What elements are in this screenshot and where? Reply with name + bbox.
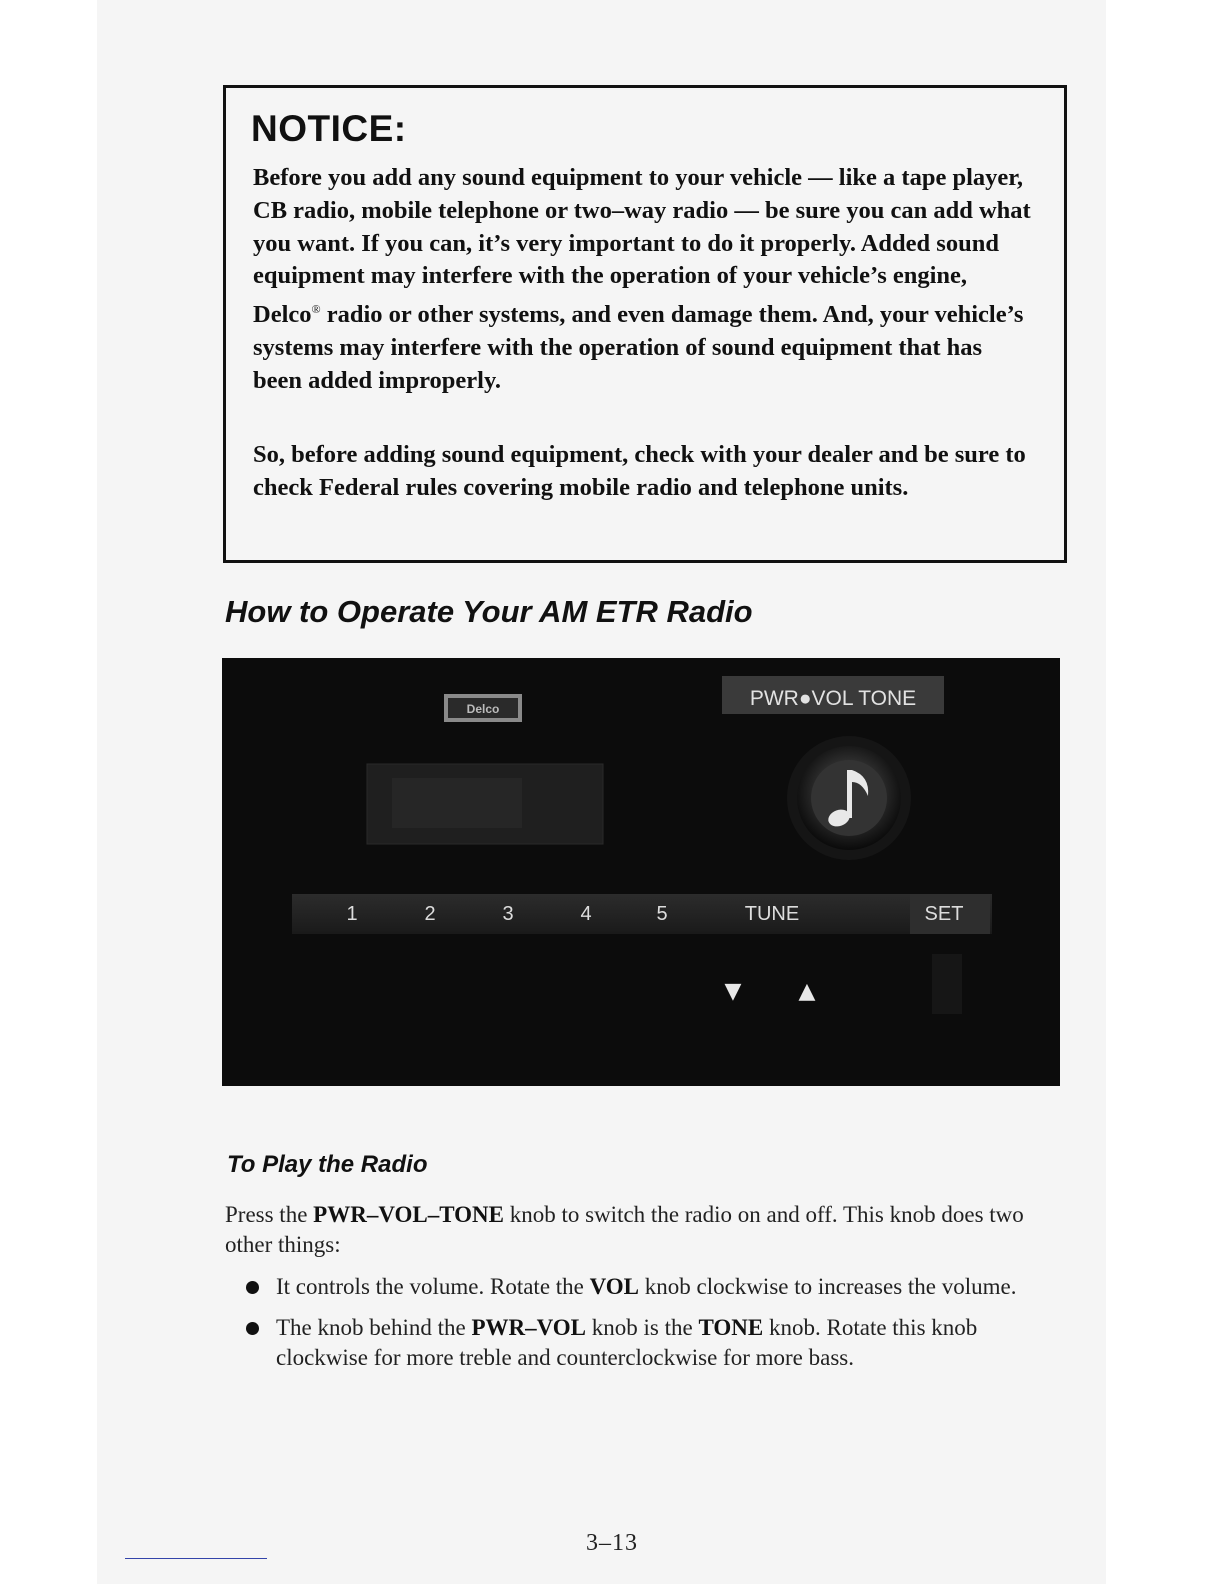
- bullet-text: It controls the volume. Rotate the: [276, 1274, 590, 1299]
- set-label: SET: [924, 903, 964, 925]
- preset-label-5: 5: [656, 903, 668, 925]
- preset-label-1: 1: [346, 903, 358, 925]
- notice-paragraph-2: So, before adding sound equipment, check with your dealer and be sure to check Federal rules covering mobile radio and telephone units.: [253, 441, 1026, 501]
- notice-box: [223, 85, 1067, 563]
- preset-label-4: 4: [580, 903, 592, 925]
- body-text-a: Press the: [225, 1202, 314, 1227]
- body-term: PWR–VOL–TONE: [313, 1202, 504, 1227]
- footer-rule: [125, 1558, 267, 1559]
- bullet-term: TONE: [698, 1315, 764, 1340]
- body-text-b: knob to switch the radio on and off. This knob does two other things:: [225, 1202, 1024, 1257]
- radio-photo: [222, 658, 1060, 1086]
- preset-button-5[interactable]: [656, 903, 667, 925]
- notice-title: NOTICE:: [251, 108, 407, 149]
- bullet-text: knob clockwise to increases the volume.: [639, 1274, 1017, 1299]
- notice-text-b: radio or other systems, and even damage them. And, your vehicle’s systems may interfere with the operation of sound equipment that has been added improperly.: [253, 301, 1024, 394]
- preset-button-1[interactable]: [346, 903, 357, 925]
- bullet-text: knob is the: [586, 1315, 699, 1340]
- button-bar: [292, 894, 992, 934]
- bullet-text: knob. Rotate this knob clockwise for more treble and counterclockwise for more bass.: [276, 1315, 978, 1370]
- bullet-item: [244, 1313, 1074, 1373]
- bullet-dot-icon: [246, 1322, 259, 1335]
- page-number: 3–13: [586, 1530, 638, 1556]
- delco-badge: [444, 694, 522, 722]
- tune-down-button[interactable]: ▼: [724, 979, 742, 1004]
- section-title: How to Operate Your AM ETR Radio: [225, 594, 753, 629]
- preset-label-2: 2: [424, 903, 436, 925]
- tune-label: TUNE: [744, 903, 800, 925]
- preset-button-3[interactable]: [502, 903, 513, 925]
- knob-label-plate: [722, 676, 944, 714]
- radio-faceplate: [222, 658, 1060, 1086]
- bullet-text: The knob behind the: [276, 1315, 472, 1340]
- preset-button-4[interactable]: [580, 903, 591, 925]
- body-paragraph: [225, 1200, 1045, 1260]
- bullet-term: VOL: [589, 1274, 640, 1299]
- registered-mark: ®: [311, 302, 321, 317]
- knob-label: PWR●VOL TONE: [749, 687, 917, 710]
- bullet-list: [244, 1272, 1074, 1384]
- notice-paragraph-1: [253, 162, 1033, 398]
- tune-up-button[interactable]: ▲: [798, 979, 816, 1004]
- set-button[interactable]: [910, 894, 990, 934]
- bullet-item: [244, 1272, 1074, 1302]
- subhead: To Play the Radio: [227, 1151, 428, 1178]
- pwr-vol-tone-knob[interactable]: [787, 736, 911, 860]
- preset-button-2[interactable]: [424, 903, 435, 925]
- notice-text-a: Before you add any sound equipment to your vehicle — like a tape player, CB radio, mobile telephone or two–way radio — be sure you can add what you want. If you can, it’s very important to do it properly. Added sound equipment may interfere with the operation of your vehicle’s engine, Delco: [253, 164, 1031, 329]
- bullet-term: PWR–VOL: [471, 1315, 587, 1340]
- preset-label-3: 3: [502, 903, 514, 925]
- delco-badge-label: Delco: [466, 702, 500, 716]
- bullet-dot-icon: [246, 1281, 259, 1294]
